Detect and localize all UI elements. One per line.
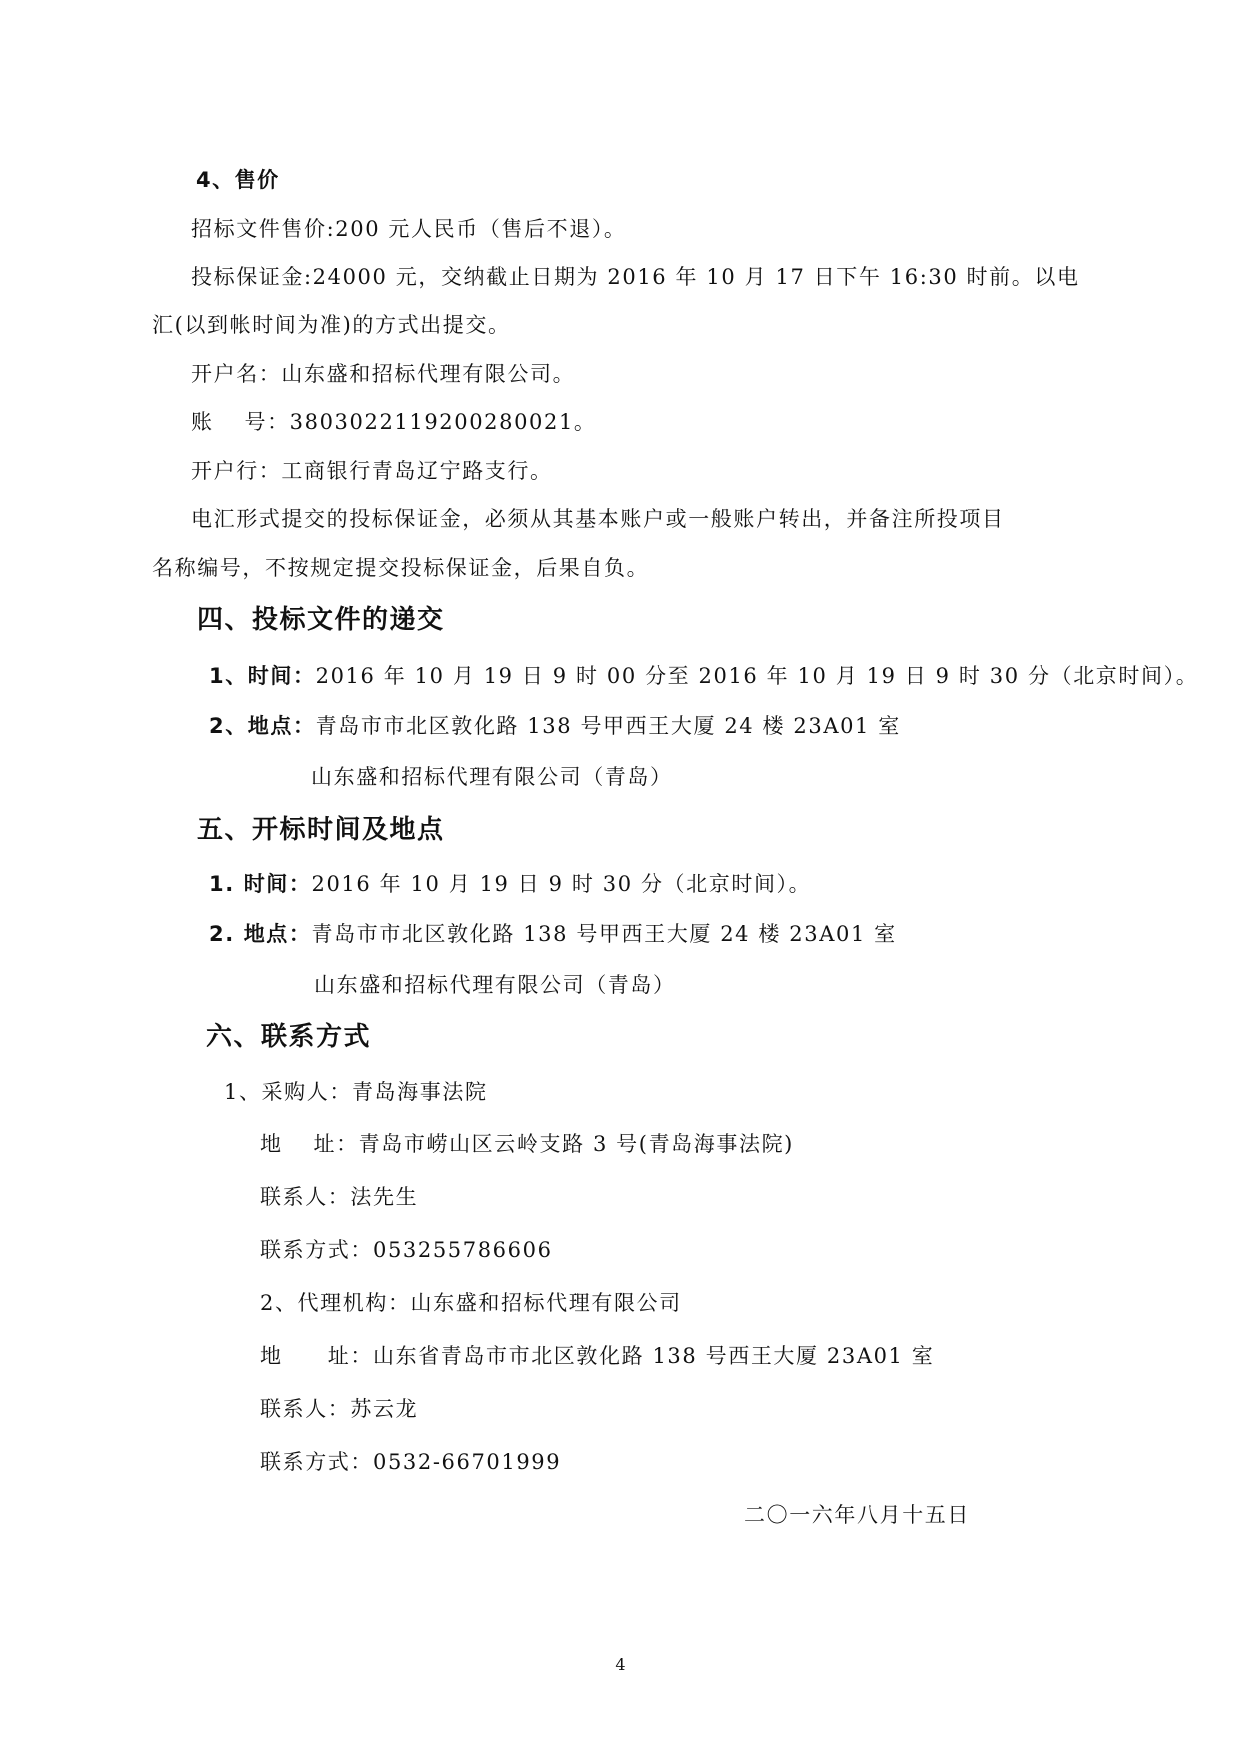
document-date: 二〇一六年八月十五日 xyxy=(744,1503,970,1527)
agency-address: 地 址：山东省青岛市市北区敦化路 138 号西王大厦 23A01 室 xyxy=(260,1344,935,1368)
section-heading-price: 4、售价 xyxy=(196,168,280,192)
submission-place xyxy=(209,712,901,740)
section-heading-opening: 五、开标时间及地点 xyxy=(197,815,445,845)
deposit-text-line-2: 汇(以到帐时间为准)的方式出提交。 xyxy=(152,313,511,337)
opening-time xyxy=(209,870,811,898)
buyer-name: 1、采购人：青岛海事法院 xyxy=(224,1080,488,1104)
submission-place-label: 2、地点： xyxy=(209,714,316,738)
agency-phone: 联系方式：0532-66701999 xyxy=(260,1450,562,1474)
buyer-contact: 联系人：法先生 xyxy=(260,1185,419,1209)
deposit-note-line-2: 名称编号，不按规定提交投标保证金，后果自负。 xyxy=(152,556,650,580)
agency-name: 2、代理机构：山东盛和招标代理有限公司 xyxy=(260,1291,682,1315)
deposit-note-line-1: 电汇形式提交的投标保证金，必须从其基本账户或一般账户转出，并备注所投项目 xyxy=(191,507,1005,531)
bank-text: 开户行：工商银行青岛辽宁路支行。 xyxy=(191,459,553,483)
account-name-text: 开户名：山东盛和招标代理有限公司。 xyxy=(191,362,576,386)
opening-time-label: 1. 时间： xyxy=(209,872,312,896)
agency-contact: 联系人：苏云龙 xyxy=(260,1397,419,1421)
account-number-text: 账 号：3803022119200280021。 xyxy=(191,410,597,434)
opening-place-value: 青岛市市北区敦化路 138 号甲西王大厦 24 楼 23A01 室 xyxy=(311,922,897,946)
submission-time xyxy=(209,662,1198,690)
submission-place-org: 山东盛和招标代理有限公司（青岛） xyxy=(311,765,673,789)
section-heading-contact: 六、联系方式 xyxy=(206,1022,372,1052)
submission-time-value: 2016 年 10 月 19 日 9 时 00 分至 2016 年 10 月 19 日 9 时 30 分（北京时间）。 xyxy=(315,664,1199,688)
opening-place-org: 山东盛和招标代理有限公司（青岛） xyxy=(314,973,676,997)
section-heading-submission: 四、投标文件的递交 xyxy=(197,605,445,635)
document-price-text: 招标文件售价:200 元人民币（售后不退）。 xyxy=(191,217,627,241)
deposit-text-line-1: 投标保证金:24000 元，交纳截止日期为 2016 年 10 月 17 日下午 16:30 时前。以电 xyxy=(191,265,1080,289)
submission-time-label: 1、时间： xyxy=(209,664,316,688)
buyer-phone: 联系方式：053255786606 xyxy=(260,1238,553,1262)
buyer-address: 地 址：青岛市崂山区云岭支路 3 号(青岛海事法院) xyxy=(260,1132,794,1156)
opening-time-value: 2016 年 10 月 19 日 9 时 30 分（北京时间）。 xyxy=(311,872,812,896)
submission-place-value: 青岛市市北区敦化路 138 号甲西王大厦 24 楼 23A01 室 xyxy=(315,714,901,738)
opening-place xyxy=(209,920,897,948)
page-number: 4 xyxy=(615,1655,626,1674)
opening-place-label: 2. 地点： xyxy=(209,922,312,946)
